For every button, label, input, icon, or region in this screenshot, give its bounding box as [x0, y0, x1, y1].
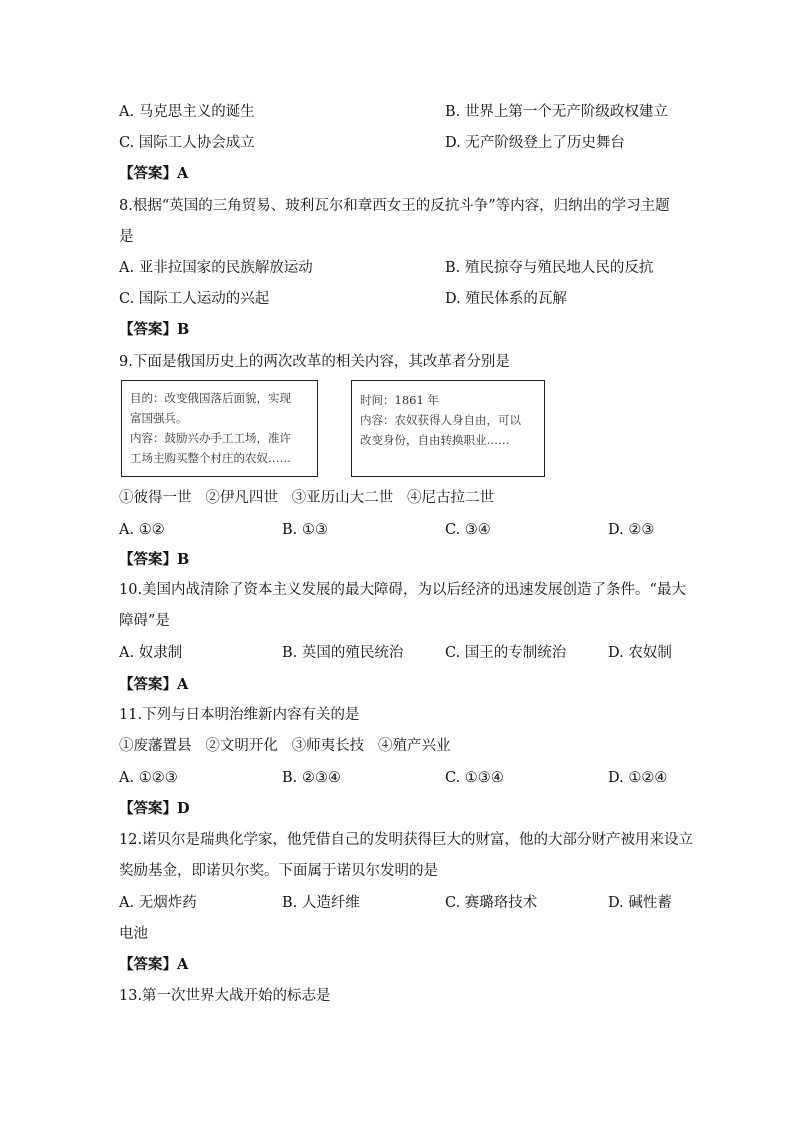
q12-stem-line1: 12.诺贝尔是瑞典化学家，他凭借自己的发明获得巨大的财富，他的大部分财产被用来设立 [119, 832, 694, 848]
q13-stem: 13.第一次世界大战开始的标志是 [119, 988, 331, 1004]
q7-answer: 【答案】A [119, 165, 189, 182]
q11-stem: 11.下列与日本明治维新内容有关的是 [119, 707, 360, 723]
q9-items: ①彼得一世 ②伊凡四世 ③亚历山大二世 ④尼古拉二世 [119, 490, 494, 506]
q10-answer: 【答案】A [119, 676, 189, 693]
q9-answer: 【答案】B [119, 551, 190, 568]
q9-box2-line3: 改变身份，自由转换职业…… [360, 433, 510, 447]
q8-option-b: B. 殖民掠夺与殖民地人民的反抗 [445, 260, 654, 276]
q11-answer: 【答案】D [119, 800, 190, 817]
q11-option-c: C. ①③④ [445, 770, 504, 786]
q8-option-d: D. 殖民体系的瓦解 [445, 291, 567, 307]
q10-stem-line2: 障碍”是 [119, 613, 170, 629]
q8-option-c: C. 国际工人运动的兴起 [119, 291, 270, 307]
q11-items: ①废藩置县 ②文明开化 ③师夷长技 ④殖产兴业 [119, 738, 451, 754]
q12-option-d: D. 碱性蓄 [608, 895, 672, 911]
q12-option-b: B. 人造纤维 [282, 895, 360, 911]
q7-option-b: B. 世界上第一个无产阶级政权建立 [445, 104, 668, 120]
q11-option-d: D. ①②④ [608, 770, 668, 786]
q10-stem-line1: 10.美国内战清除了资本主义发展的最大障碍，为以后经济的迅速发展创造了条件。“最大 [119, 582, 686, 598]
q11-option-b: B. ②③④ [282, 770, 341, 786]
q9-box2-line2: 内容：农奴获得人身自由，可以 [360, 413, 521, 427]
q9-stem: 9.下面是俄国历史上的两次改革的相关内容，其改革者分别是 [119, 354, 510, 370]
q9-option-c: C. ③④ [445, 522, 491, 538]
q9-box2-line1: 时间：1861 年 [360, 393, 439, 407]
q9-box1-line1: 目的：改变俄国落后面貌，实现 [130, 391, 291, 405]
q8-option-a: A. 亚非拉国家的民族解放运动 [119, 260, 313, 276]
q9-box1-line4: 工场主购买整个村庄的农奴…… [130, 451, 291, 465]
q12-answer: 【答案】A [119, 956, 189, 973]
q12-option-a: A. 无烟炸药 [119, 895, 197, 911]
q7-option-d: D. 无产阶级登上了历史舞台 [445, 135, 625, 151]
q7-option-c: C. 国际工人协会成立 [119, 135, 255, 151]
q10-option-a: A. 奴隶制 [119, 645, 183, 661]
q9-box1-line2: 富国强兵。 [130, 411, 188, 425]
q9-option-d: D. ②③ [608, 522, 655, 538]
q10-option-b: B. 英国的殖民统治 [282, 645, 404, 661]
q11-option-a: A. ①②③ [119, 770, 178, 786]
q8-stem-line2: 是 [119, 229, 134, 245]
q10-option-d: D. 农奴制 [608, 645, 672, 661]
q9-option-a: A. ①② [119, 522, 165, 538]
q12-option-d-wrap: 电池 [119, 926, 148, 942]
q12-stem-line2: 奖励基金，即诺贝尔奖。下面属于诺贝尔发明的是 [119, 863, 438, 879]
q8-stem-line1: 8.根据“英国的三角贸易、玻利瓦尔和章西女王的反抗斗争”等内容，归纳出的学习主题 [119, 198, 670, 214]
q9-reform-box-1 [121, 380, 318, 477]
q8-answer: 【答案】B [119, 321, 190, 338]
q7-option-a: A. 马克思主义的诞生 [119, 104, 255, 120]
q9-option-b: B. ①③ [282, 522, 328, 538]
q9-reform-box-2 [351, 380, 545, 477]
q10-option-c: C. 国王的专制统治 [445, 645, 567, 661]
q9-box1-line3: 内容：鼓励兴办手工工场，准许 [130, 431, 291, 445]
q12-option-c: C. 赛璐珞技术 [445, 895, 538, 911]
